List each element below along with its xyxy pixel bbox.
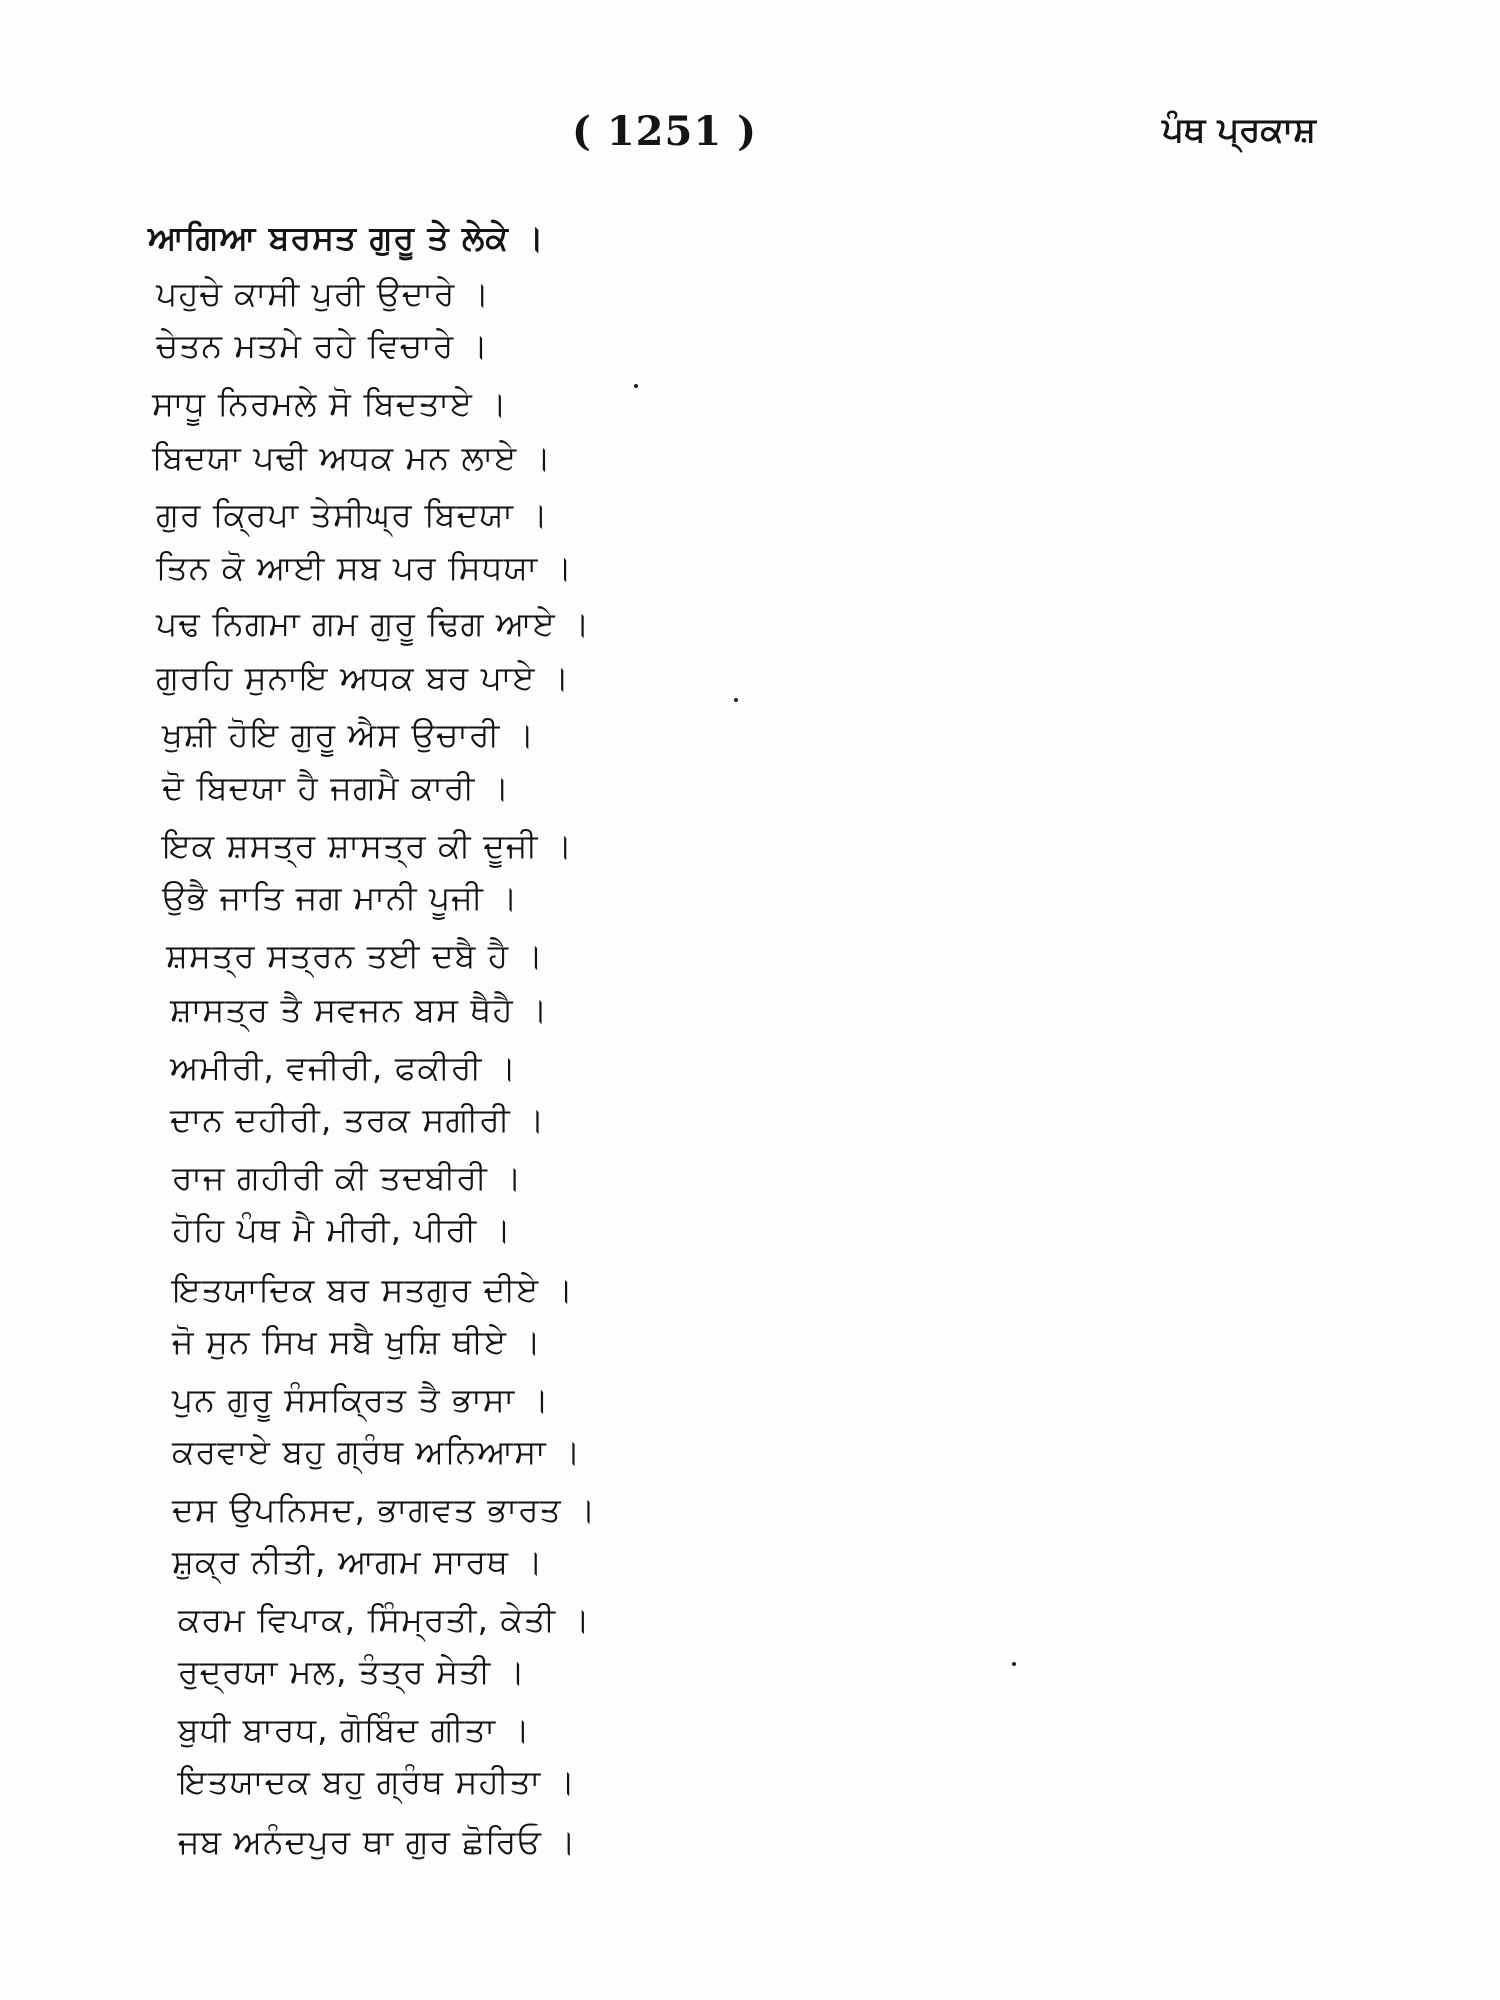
verse-line: ਜਬ ਅਨੰਦਪੁਰ ਥਾ ਗੁਰ ਛੋਰਿਓ । (178, 1822, 577, 1861)
verse-line: ਚੇਤਨ ਮਤਮੇ ਰਹੇ ਵਿਚਾਰੇ । (156, 326, 489, 365)
verse-line: ਸ਼ਾਸਤ੍ਰ ਤੈ ਸਵਜਨ ਬਸ ਥੈਹੈ । (170, 990, 549, 1029)
verse-line: ਜੋ ਸੁਨ ਸਿਖ ਸਬੈ ਖੁਸ਼ਿ ਥੀਏ । (172, 1322, 542, 1361)
verse-line: ਪਢ ਨਿਗਮਾ ਗਮ ਗੁਰੂ ਢਿਗ ਆਏ । (156, 604, 591, 643)
verse-line: ਬੁਧੀ ਬਾਰਧ, ਗੋਬਿੰਦ ਗੀਤਾ । (178, 1710, 531, 1749)
verse-line: ਸ਼ੁਕ੍ਰ ਨੀਤੀ, ਆਗਮ ਸਾਰਥ । (172, 1542, 544, 1581)
verse-line: ਦੋ ਬਿਦਯਾ ਹੈ ਜਗਮੈ ਕਾਰੀ । (162, 768, 511, 807)
page-number: ( 1251 ) (572, 108, 758, 155)
verse-line: ਸਾਧੂ ਨਿਰਮਲੇ ਸੋ ਬਿਦਤਾਏ । (152, 384, 508, 423)
verse-line: ਸ਼ਸਤ੍ਰ ਸਤ੍ਰਨ ਤਈ ਦਬੈ ਹੈ । (166, 936, 544, 975)
verse-line: ਰਾਜ ਗਹੀਰੀ ਕੀ ਤਦਬੀਰੀ । (172, 1158, 523, 1197)
ink-speck (734, 698, 738, 702)
ink-speck (634, 384, 638, 388)
verse-line: ਹੋਹਿ ਪੰਥ ਮੈ ਮੀਰੀ, ਪੀਰੀ । (172, 1210, 512, 1249)
verse-line: ਇਕ ਸ਼ਸਤ੍ਰ ਸ਼ਾਸਤ੍ਰ ਕੀ ਦੂਜੀ । (162, 826, 574, 865)
verse-line: ਗੁਰਹਿ ਸੁਨਾਇ ਅਧਕ ਬਰ ਪਾਏ । (156, 658, 571, 697)
verse-line: ਤਿਨ ਕੋ ਆਈ ਸਬ ਪਰ ਸਿਧਯਾ । (156, 548, 573, 587)
ink-speck (1012, 1662, 1016, 1666)
running-head: ਪੰਥ ਪ੍ਰਕਾਸ਼ (1162, 110, 1316, 150)
verse-line: ਇਤਯਾਦਿਕ ਬਰ ਸਤਗੁਰ ਦੀਏ । (172, 1270, 574, 1309)
verse-line: ਪਹੁਚੇ ਕਾਸੀ ਪੁਰੀ ਉਦਾਰੇ । (156, 274, 491, 313)
verse-line: ਦਸ ਉਪਨਿਸਦ, ਭਾਗਵਤ ਭਾਰਤ । (172, 1490, 597, 1529)
verse-line: ਕਰਵਾਏ ਬਹੁ ਗ੍ਰੰਥ ਅਨਿਆਸਾ । (172, 1432, 582, 1471)
verse-line: ਉਭੈ ਜਾਤਿ ਜਗ ਮਾਨੀ ਪੂਜੀ । (162, 878, 519, 917)
verse-line: ਗੁਰ ਕ੍ਰਿਪਾ ਤੇਸੀਘ੍ਰ ਬਿਦਯਾ । (156, 495, 549, 534)
verse-line: ਦਾਨ ਦਹੀਰੀ, ਤਰਕ ਸਗੀਰੀ । (170, 1100, 546, 1139)
verse-line: ਆਗਿਆ ਬਰਸਤ ਗੁਰੂ ਤੇ ਲੇਕੇ । (148, 218, 545, 257)
verse-line: ਕਰਮ ਵਿਪਾਕ, ਸਿੰਮ੍ਰਤੀ, ਕੇਤੀ । (178, 1600, 591, 1639)
verse-line: ਅਮੀਰੀ, ਵਜੀਰੀ, ਫਕੀਰੀ । (170, 1048, 518, 1087)
verse-line: ਇਤਯਾਦਕ ਬਹੁ ਗ੍ਰੰਥ ਸਹੀਤਾ । (178, 1762, 576, 1801)
verse-line: ਪੁਨ ਗੁਰੂ ਸੰਸਕ੍ਰਿਤ ਤੈ ਭਾਸਾ । (172, 1380, 550, 1419)
verse-line: ਰੁਦ੍ਰਯਾ ਮਲ, ਤੰਤ੍ਰ ਸੇਤੀ । (178, 1652, 526, 1691)
verse-line: ਖੁਸ਼ੀ ਹੋਇ ਗੁਰੂ ਐਸ ਉਚਾਰੀ । (162, 715, 536, 754)
verse-line: ਬਿਦਯਾ ਪਢੀ ਅਧਕ ਮਨ ਲਾਏ । (152, 438, 552, 477)
